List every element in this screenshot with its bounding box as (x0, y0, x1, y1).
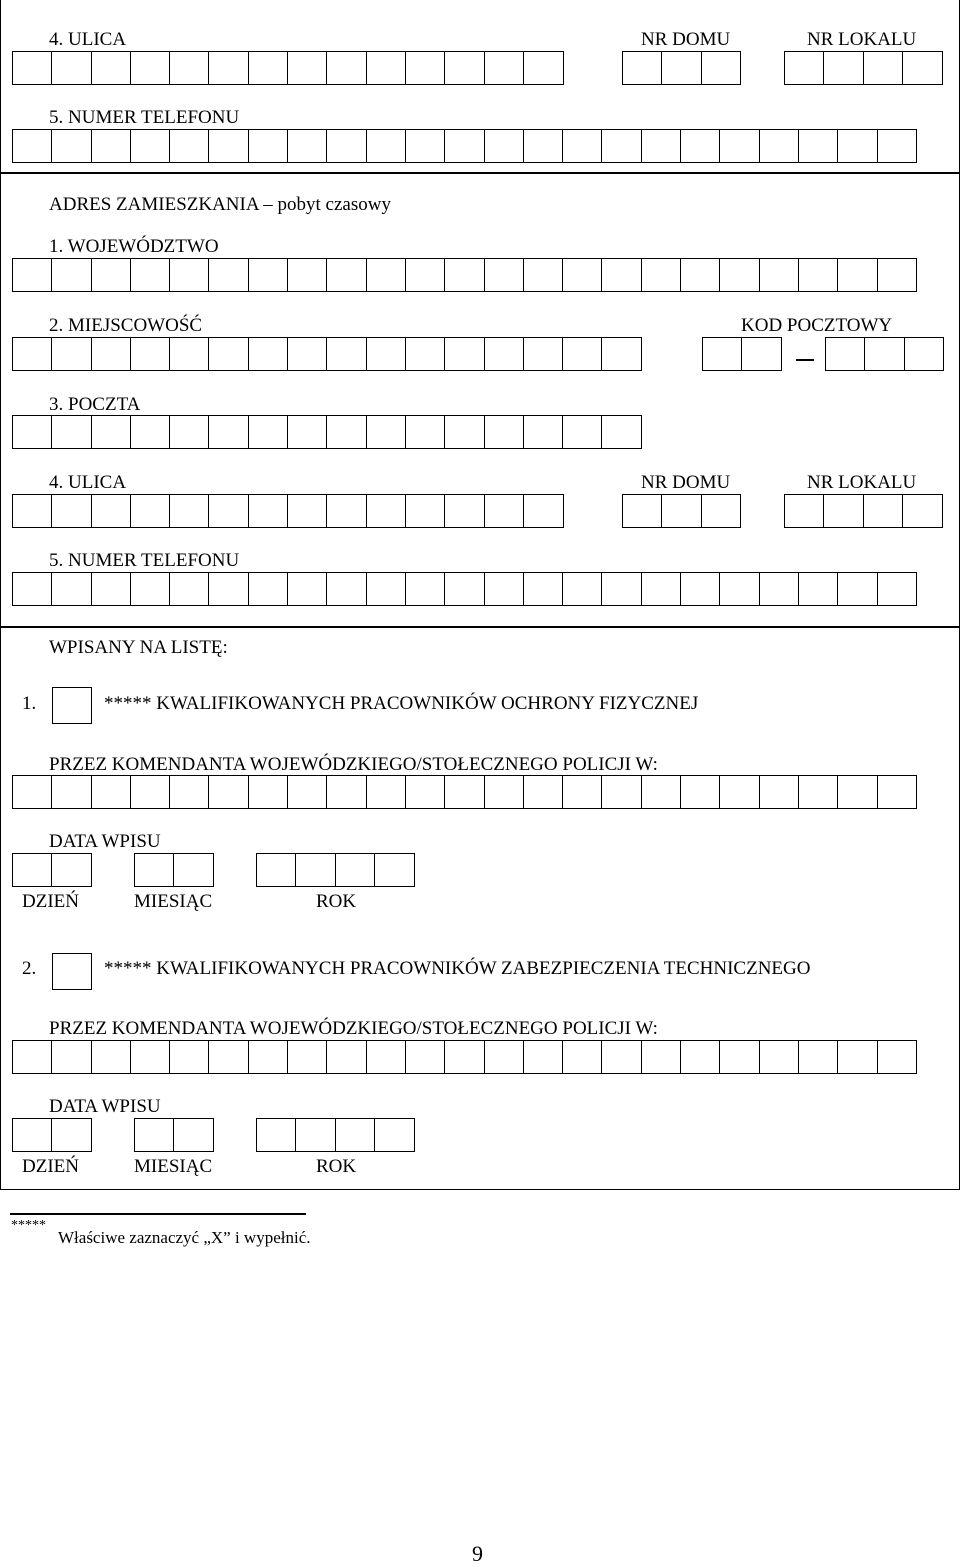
char-cell[interactable] (523, 337, 564, 371)
char-cell[interactable] (12, 415, 53, 449)
char-cell[interactable] (562, 1040, 603, 1074)
char-cell[interactable] (484, 51, 525, 85)
char-cell[interactable] (130, 415, 171, 449)
char-cell[interactable] (208, 775, 249, 809)
char-cell[interactable] (798, 572, 839, 606)
char-cell[interactable] (208, 129, 249, 163)
option-2-year-label: ROK (316, 1156, 357, 1177)
char-cell[interactable] (877, 129, 918, 163)
char-cell[interactable] (12, 1118, 53, 1152)
char-cell[interactable] (248, 51, 289, 85)
char-cell[interactable] (405, 51, 446, 85)
footnote-text: Właściwe zaznaczyć „X” i wypełnić. (58, 1228, 311, 1247)
option-1-year-label: ROK (316, 891, 357, 912)
char-cell[interactable] (784, 51, 825, 85)
char-cell[interactable] (484, 415, 525, 449)
char-cell[interactable] (130, 337, 171, 371)
option-1-checkbox[interactable] (52, 687, 92, 724)
apartment-no-field[interactable] (784, 51, 941, 85)
char-cell[interactable] (248, 337, 289, 371)
char-cell[interactable] (287, 415, 328, 449)
char-cell[interactable] (444, 129, 485, 163)
char-cell[interactable] (444, 494, 485, 528)
char-cell[interactable] (287, 337, 328, 371)
postal-code-separator (796, 359, 814, 361)
char-cell[interactable] (287, 258, 328, 292)
char-cell[interactable] (405, 337, 446, 371)
char-cell[interactable] (622, 494, 663, 528)
option-1-day-field[interactable] (12, 853, 91, 887)
char-cell[interactable] (661, 494, 702, 528)
char-cell[interactable] (51, 1118, 92, 1152)
char-cell[interactable] (864, 337, 905, 371)
char-cell[interactable] (51, 775, 92, 809)
char-cell[interactable] (366, 415, 407, 449)
post-office-label: 3. POCZTA (49, 394, 141, 415)
char-cell[interactable] (12, 853, 53, 887)
char-cell[interactable] (134, 1118, 175, 1152)
char-cell[interactable] (837, 1040, 878, 1074)
char-cell[interactable] (680, 1040, 721, 1074)
char-cell[interactable] (51, 415, 92, 449)
temporary-address-heading: ADRES ZAMIESZKANIA – pobyt czasowy (49, 194, 391, 215)
char-cell[interactable] (169, 51, 210, 85)
char-cell[interactable] (366, 1040, 407, 1074)
char-cell[interactable] (680, 258, 721, 292)
char-cell[interactable] (484, 494, 525, 528)
char-cell[interactable] (287, 1040, 328, 1074)
char-cell[interactable] (680, 775, 721, 809)
char-cell[interactable] (12, 572, 53, 606)
char-cell[interactable] (130, 1040, 171, 1074)
char-cell[interactable] (51, 51, 92, 85)
char-cell[interactable] (601, 337, 642, 371)
option-1-authority-label: PRZEZ KOMENDANTA WOJEWÓDZKIEGO/STOŁECZNEGO POLICJI W: (49, 754, 658, 775)
option-2-day-label: DZIEŃ (22, 1156, 79, 1177)
char-cell[interactable] (287, 129, 328, 163)
char-cell[interactable] (287, 775, 328, 809)
char-cell[interactable] (51, 853, 92, 887)
char-cell[interactable] (91, 129, 132, 163)
char-cell[interactable] (91, 1040, 132, 1074)
char-cell[interactable] (405, 129, 446, 163)
char-cell[interactable] (169, 572, 210, 606)
char-cell[interactable] (719, 1040, 760, 1074)
char-cell[interactable] (248, 494, 289, 528)
char-cell[interactable] (484, 129, 525, 163)
char-cell[interactable] (51, 1040, 92, 1074)
voivodeship-field[interactable] (12, 258, 916, 292)
voivodeship-label: 1. WOJEWÓDZTWO (49, 236, 219, 257)
char-cell[interactable] (863, 51, 904, 85)
char-cell[interactable] (562, 775, 603, 809)
char-cell[interactable] (326, 258, 367, 292)
postal-code-label: KOD POCZTOWY (741, 315, 893, 336)
char-cell[interactable] (798, 1040, 839, 1074)
char-cell[interactable] (622, 51, 663, 85)
char-cell[interactable] (877, 258, 918, 292)
char-cell[interactable] (877, 1040, 918, 1074)
option-2-month-field[interactable] (134, 1118, 213, 1152)
char-cell[interactable] (366, 129, 407, 163)
char-cell[interactable] (12, 51, 53, 85)
char-cell[interactable] (837, 258, 878, 292)
char-cell[interactable] (208, 1040, 249, 1074)
char-cell[interactable] (366, 494, 407, 528)
char-cell[interactable] (169, 129, 210, 163)
char-cell[interactable] (366, 51, 407, 85)
char-cell[interactable] (287, 572, 328, 606)
char-cell[interactable] (601, 258, 642, 292)
char-cell[interactable] (837, 129, 878, 163)
char-cell[interactable] (444, 337, 485, 371)
char-cell[interactable] (444, 51, 485, 85)
char-cell[interactable] (295, 1118, 336, 1152)
char-cell[interactable] (601, 572, 642, 606)
char-cell[interactable] (169, 415, 210, 449)
char-cell[interactable] (256, 1118, 297, 1152)
char-cell[interactable] (641, 129, 682, 163)
char-cell[interactable] (130, 258, 171, 292)
option-2-authority-label: PRZEZ KOMENDANTA WOJEWÓDZKIEGO/STOŁECZNEGO POLICJI W: (49, 1018, 658, 1039)
char-cell[interactable] (12, 775, 53, 809)
option-2-text: ***** KWALIFIKOWANYCH PRACOWNIKÓW ZABEZPIECZENIA TECHNICZNEGO (104, 958, 811, 979)
phone-field[interactable] (12, 129, 916, 163)
option-2-day-field[interactable] (12, 1118, 91, 1152)
char-cell[interactable] (51, 258, 92, 292)
char-cell[interactable] (877, 775, 918, 809)
option-1-number: 1. (22, 693, 37, 714)
char-cell[interactable] (256, 853, 297, 887)
char-cell[interactable] (91, 572, 132, 606)
char-cell[interactable] (326, 494, 367, 528)
char-cell[interactable] (719, 572, 760, 606)
char-cell[interactable] (130, 572, 171, 606)
char-cell[interactable] (169, 494, 210, 528)
char-cell[interactable] (661, 51, 702, 85)
option-2-authority-field[interactable] (12, 1040, 916, 1074)
char-cell[interactable] (523, 415, 564, 449)
char-cell[interactable] (51, 337, 92, 371)
char-cell[interactable] (484, 337, 525, 371)
char-cell[interactable] (444, 258, 485, 292)
char-cell[interactable] (208, 494, 249, 528)
char-cell[interactable] (405, 494, 446, 528)
char-cell[interactable] (248, 129, 289, 163)
char-cell[interactable] (130, 494, 171, 528)
char-cell[interactable] (169, 258, 210, 292)
street-label: 4. ULICA (49, 29, 127, 50)
char-cell[interactable] (366, 775, 407, 809)
char-cell[interactable] (798, 258, 839, 292)
option-1-authority-field[interactable] (12, 775, 916, 809)
locality-field[interactable] (12, 337, 641, 371)
char-cell[interactable] (12, 1040, 53, 1074)
char-cell[interactable] (169, 775, 210, 809)
char-cell[interactable] (326, 129, 367, 163)
char-cell[interactable] (374, 1118, 415, 1152)
char-cell[interactable] (759, 258, 800, 292)
char-cell[interactable] (523, 1040, 564, 1074)
street-field[interactable] (12, 51, 562, 85)
char-cell[interactable] (208, 572, 249, 606)
char-cell[interactable] (405, 572, 446, 606)
char-cell[interactable] (91, 415, 132, 449)
char-cell[interactable] (601, 415, 642, 449)
char-cell[interactable] (798, 775, 839, 809)
char-cell[interactable] (326, 1040, 367, 1074)
char-cell[interactable] (51, 494, 92, 528)
char-cell[interactable] (91, 337, 132, 371)
char-cell[interactable] (562, 337, 603, 371)
char-cell[interactable] (12, 129, 53, 163)
char-cell[interactable] (719, 775, 760, 809)
char-cell[interactable] (12, 337, 53, 371)
option-1-day-label: DZIEŃ (22, 891, 79, 912)
option-2-date-label: DATA WPISU (49, 1096, 161, 1117)
char-cell[interactable] (562, 415, 603, 449)
char-cell[interactable] (484, 572, 525, 606)
temp-phone-label: 5. NUMER TELEFONU (49, 550, 240, 571)
char-cell[interactable] (169, 337, 210, 371)
char-cell[interactable] (523, 129, 564, 163)
char-cell[interactable] (562, 572, 603, 606)
char-cell[interactable] (287, 494, 328, 528)
char-cell[interactable] (248, 572, 289, 606)
char-cell[interactable] (641, 572, 682, 606)
temp-phone-field[interactable] (12, 572, 916, 606)
char-cell[interactable] (863, 494, 904, 528)
char-cell[interactable] (680, 129, 721, 163)
option-2-number: 2. (22, 958, 37, 979)
char-cell[interactable] (484, 1040, 525, 1074)
option-2-year-field[interactable] (256, 1118, 413, 1152)
option-1-month-field[interactable] (134, 853, 213, 887)
char-cell[interactable] (701, 494, 742, 528)
char-cell[interactable] (601, 1040, 642, 1074)
char-cell[interactable] (641, 258, 682, 292)
footnote-marker: ***** (11, 1218, 46, 1233)
char-cell[interactable] (405, 1040, 446, 1074)
char-cell[interactable] (208, 258, 249, 292)
char-cell[interactable] (335, 853, 376, 887)
char-cell[interactable] (444, 415, 485, 449)
option-1-date-label: DATA WPISU (49, 831, 161, 852)
char-cell[interactable] (366, 572, 407, 606)
char-cell[interactable] (248, 775, 289, 809)
char-cell[interactable] (130, 51, 171, 85)
option-1-year-field[interactable] (256, 853, 413, 887)
locality-label: 2. MIEJSCOWOŚĆ (49, 315, 203, 336)
char-cell[interactable] (601, 129, 642, 163)
phone-label: 5. NUMER TELEFONU (49, 107, 240, 128)
char-cell[interactable] (91, 775, 132, 809)
char-cell[interactable] (335, 1118, 376, 1152)
char-cell[interactable] (248, 415, 289, 449)
temp-house-no-label: NR DOMU (641, 472, 731, 493)
page-number: 9 (472, 1541, 483, 1566)
char-cell[interactable] (208, 337, 249, 371)
char-cell[interactable] (823, 494, 864, 528)
char-cell[interactable] (130, 129, 171, 163)
char-cell[interactable] (702, 337, 743, 371)
char-cell[interactable] (562, 258, 603, 292)
char-cell[interactable] (902, 494, 943, 528)
postal-code-suffix-field[interactable] (825, 337, 943, 371)
temp-apartment-no-field[interactable] (784, 494, 941, 528)
char-cell[interactable] (484, 775, 525, 809)
char-cell[interactable] (759, 129, 800, 163)
char-cell[interactable] (12, 494, 53, 528)
char-cell[interactable] (784, 494, 825, 528)
char-cell[interactable] (169, 1040, 210, 1074)
char-cell[interactable] (91, 51, 132, 85)
char-cell[interactable] (523, 258, 564, 292)
option-1-month-label: MIESIĄC (134, 891, 213, 912)
char-cell[interactable] (523, 494, 564, 528)
char-cell[interactable] (374, 853, 415, 887)
apartment-no-label: NR LOKALU (807, 29, 917, 50)
char-cell[interactable] (825, 337, 866, 371)
temp-house-no-field[interactable] (622, 494, 740, 528)
house-no-label: NR DOMU (641, 29, 731, 50)
char-cell[interactable] (759, 1040, 800, 1074)
char-cell[interactable] (798, 129, 839, 163)
char-cell[interactable] (91, 494, 132, 528)
char-cell[interactable] (287, 51, 328, 85)
char-cell[interactable] (837, 775, 878, 809)
char-cell[interactable] (741, 337, 782, 371)
char-cell[interactable] (326, 572, 367, 606)
char-cell[interactable] (701, 51, 742, 85)
char-cell[interactable] (601, 775, 642, 809)
char-cell[interactable] (523, 775, 564, 809)
char-cell[interactable] (173, 1118, 214, 1152)
char-cell[interactable] (12, 258, 53, 292)
char-cell[interactable] (208, 51, 249, 85)
char-cell[interactable] (405, 258, 446, 292)
char-cell[interactable] (130, 775, 171, 809)
char-cell[interactable] (134, 853, 175, 887)
char-cell[interactable] (248, 258, 289, 292)
char-cell[interactable] (523, 51, 564, 85)
temp-apartment-no-label: NR LOKALU (807, 472, 917, 493)
char-cell[interactable] (759, 572, 800, 606)
post-office-field[interactable] (12, 415, 641, 449)
char-cell[interactable] (326, 51, 367, 85)
house-no-field[interactable] (622, 51, 740, 85)
temp-street-label: 4. ULICA (49, 472, 127, 493)
char-cell[interactable] (484, 258, 525, 292)
option-2-checkbox[interactable] (52, 953, 92, 990)
char-cell[interactable] (719, 129, 760, 163)
temp-street-field[interactable] (12, 494, 562, 528)
char-cell[interactable] (719, 258, 760, 292)
char-cell[interactable] (641, 1040, 682, 1074)
char-cell[interactable] (562, 129, 603, 163)
listing-heading: WPISANY NA LISTĘ: (49, 637, 228, 658)
char-cell[interactable] (326, 337, 367, 371)
char-cell[interactable] (405, 415, 446, 449)
char-cell[interactable] (295, 853, 336, 887)
postal-code-prefix-field[interactable] (702, 337, 781, 371)
char-cell[interactable] (173, 853, 214, 887)
char-cell[interactable] (641, 775, 682, 809)
char-cell[interactable] (248, 1040, 289, 1074)
char-cell[interactable] (837, 572, 878, 606)
option-2-month-label: MIESIĄC (134, 1156, 213, 1177)
char-cell[interactable] (444, 775, 485, 809)
char-cell[interactable] (680, 572, 721, 606)
char-cell[interactable] (904, 337, 945, 371)
char-cell[interactable] (405, 775, 446, 809)
option-1-text: ***** KWALIFIKOWANYCH PRACOWNIKÓW OCHRONY FIZYCZNEJ (104, 693, 699, 714)
char-cell[interactable] (823, 51, 864, 85)
char-cell[interactable] (902, 51, 943, 85)
char-cell[interactable] (366, 258, 407, 292)
footnote-rule (10, 1213, 306, 1215)
char-cell[interactable] (444, 1040, 485, 1074)
char-cell[interactable] (759, 775, 800, 809)
char-cell[interactable] (326, 775, 367, 809)
char-cell[interactable] (523, 572, 564, 606)
char-cell[interactable] (326, 415, 367, 449)
char-cell[interactable] (366, 337, 407, 371)
char-cell[interactable] (444, 572, 485, 606)
char-cell[interactable] (51, 572, 92, 606)
char-cell[interactable] (51, 129, 92, 163)
char-cell[interactable] (208, 415, 249, 449)
char-cell[interactable] (877, 572, 918, 606)
char-cell[interactable] (91, 258, 132, 292)
